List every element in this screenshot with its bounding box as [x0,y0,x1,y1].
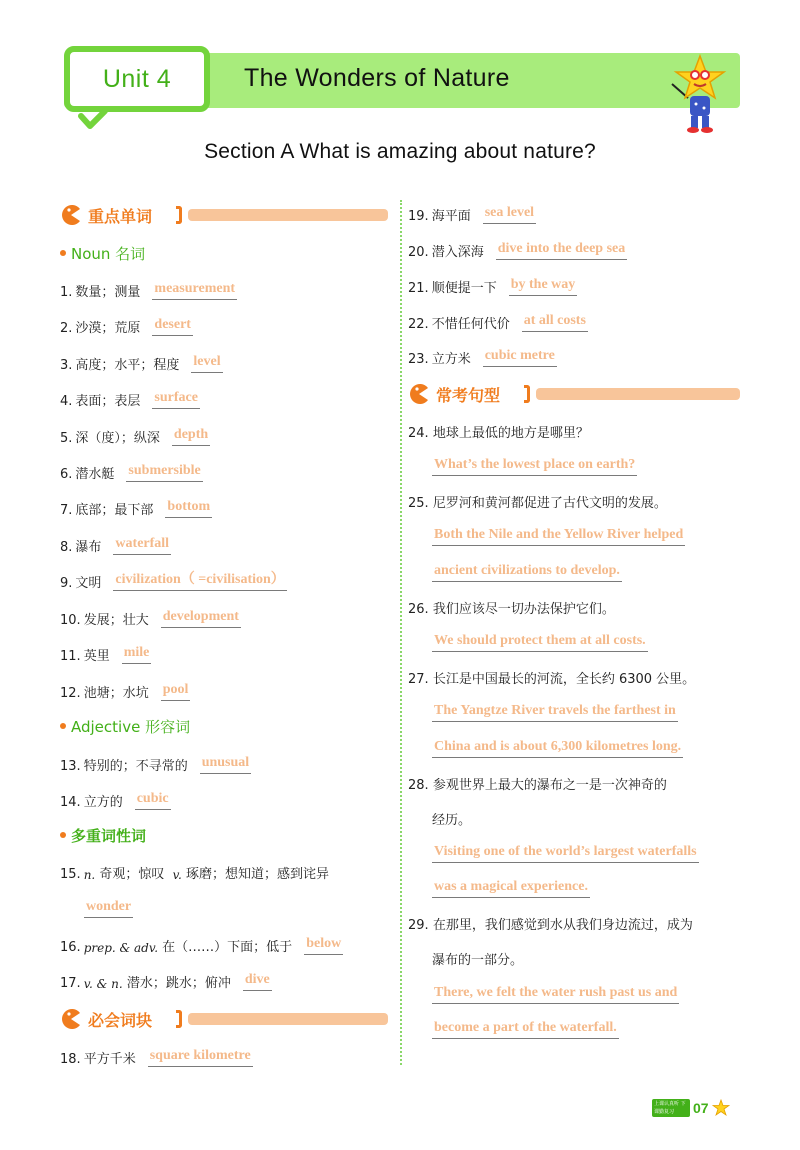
answer: desert [152,316,193,336]
heading-bracket [176,206,182,224]
vocab-item: 10. 发展；壮大 development [60,609,239,628]
sentence-question: 24. 地球上最低的地方是哪里？ [408,426,589,441]
unit-badge [64,46,210,112]
heading-bracket [524,385,530,403]
vocab-heading-text: 重点单词 [88,206,153,226]
vocab-item: 19. 海平面 sea level [408,205,535,224]
section-title: Section A What is amazing about nature? [204,140,596,163]
sentence-question: 27. 长江是中国最长的河流，全长约 6300 公里。 [408,672,696,687]
vocab-item: 7. 底部；最下部 bottom [60,499,211,518]
heading-bar [188,1013,388,1025]
vocab-item: 4. 表面；表层 surface [60,390,198,409]
answer: dive [243,971,272,991]
answer: surface [152,389,200,409]
answer: There, we felt the water rush past us and [432,984,679,1004]
footer-slogan: 上课认真听 下课勤复习 [652,1099,690,1117]
sentence-question: 28. 参观世界上最大的瀑布之一是一次神奇的 [408,778,667,793]
column-divider [400,200,402,1065]
vocab-item: 16. prep. & adv. 在（……）下面；低于 below [60,936,342,955]
pacman-icon [60,204,82,226]
answer-line [432,452,637,476]
unit-title: The Wonders of Nature [244,64,510,92]
vocab-item: 2. 沙漠；荒原 desert [60,317,191,336]
answer: waterfall [113,535,171,555]
answer: ancient civilizations to develop. [432,562,622,582]
multi-pos-label: 多重词性词 [71,826,147,845]
vocab-item: 3. 高度；水平；程度 level [60,354,221,373]
answer: We should protect them at all costs. [432,632,648,652]
heading-bar [188,209,388,221]
answer-line [432,839,699,863]
vocab-item: 15. n. 奇观；惊叹 v. 琢磨；想知道；感到诧异 [60,867,329,882]
answer: civilization（ =civilisation） [113,571,286,591]
answer: cubic [135,790,171,810]
vocab-item: 17. v. & n. 潜水；跳水；俯冲 dive [60,972,270,991]
vocab-item: 11. 英里 mile [60,645,150,664]
sentence-question: 25. 尼罗河和黄河都促进了古代文明的发展。 [408,496,667,511]
sentence-question: 26. 我们应该尽一切办法保护它们。 [408,602,615,617]
answer: level [191,353,222,373]
vocab-item: 18. 平方千米 square kilometre [60,1048,251,1067]
answer: depth [172,426,210,446]
adjective-subheading [60,713,190,739]
vocab-item: 20. 潜入深海 dive into the deep sea [408,241,626,260]
pacman-icon [408,383,430,405]
answer: measurement [152,280,237,300]
answer: at all costs [522,312,588,332]
star-mascot-icon [668,54,728,134]
page-footer [652,1098,738,1118]
noun-subheading [60,240,145,266]
phrase-heading [60,1004,390,1034]
multi-pos-subheading [60,822,146,848]
answer-line [432,980,679,1004]
answer: wonder [84,898,133,918]
pacman-icon [60,1008,82,1030]
unit-label: Unit 4 [102,64,172,93]
vocab-item: 21. 顺便提一下 by the way [408,277,576,296]
answer-line [432,522,685,546]
question-continued: 经历。 [432,813,472,828]
vocab-item: 6. 潜水艇 submersible [60,463,201,482]
answer-line [432,558,622,582]
answer: development [161,608,241,628]
answer: The Yangtze River travels the farthest in [432,702,678,722]
vocab-item: 13. 特别的；不寻常的 unusual [60,755,250,774]
answer: sea level [483,204,536,224]
answer: dive into the deep sea [496,240,628,260]
answer: Both the Nile and the Yellow River helped [432,526,685,546]
vocab-item: 9. 文明 civilization（ =civilisation） [60,572,285,591]
answer: by the way [509,276,578,296]
answer: unusual [200,754,251,774]
vocab-item: 23. 立方米 cubic metre [408,348,555,367]
noun-label: Noun 名词 [71,244,146,263]
bullet-dot [60,250,66,256]
vocab-item: 22. 不惜任何代价 at all costs [408,313,586,332]
answer: bottom [165,498,212,518]
answer: What’s the lowest place on earth? [432,456,637,476]
answer-line [432,734,683,758]
answer-line [432,874,590,898]
answer-line [432,628,648,652]
answer: cubic metre [483,347,557,367]
checkmark-icon [78,108,108,132]
heading-bracket [176,1010,182,1028]
answer: mile [122,644,152,664]
bullet-dot [60,723,66,729]
vocab-item: 14. 立方的 cubic [60,791,169,810]
sentence-heading [408,379,742,409]
question-continued: 瀑布的一部分。 [432,953,524,968]
answer-line [432,1015,619,1039]
vocab-item: 1. 数量；测量 measurement [60,281,236,300]
answer: Visiting one of the world’s largest waterfalls [432,843,699,863]
answer: square kilometre [148,1047,253,1067]
answer: below [304,935,343,955]
answer: was a magical experience. [432,878,590,898]
answer-line [432,698,678,722]
vocab-heading [60,200,390,230]
bullet-dot [60,832,66,838]
page-number: 07 [693,1100,709,1116]
sentence-question: 29. 在那里，我们感觉到水从我们身边流过，成为 [408,918,693,933]
answer: become a part of the waterfall. [432,1019,619,1039]
vocab-item: 12. 池塘；水坑 pool [60,682,189,701]
adjective-label: Adjective 形容词 [71,717,191,736]
phrase-heading-text: 必会词块 [88,1010,153,1030]
sentence-heading-text: 常考句型 [436,385,501,405]
vocab-item: 5. 深（度）；纵深 depth [60,427,209,446]
answer: China and is about 6,300 kilometres long. [432,738,683,758]
answer: submersible [126,462,202,482]
answer: pool [161,681,191,701]
star-mascot-icon [712,1099,730,1117]
answer-line [84,894,133,918]
vocab-item: 8. 瀑布 waterfall [60,536,170,555]
heading-bar [536,388,740,400]
